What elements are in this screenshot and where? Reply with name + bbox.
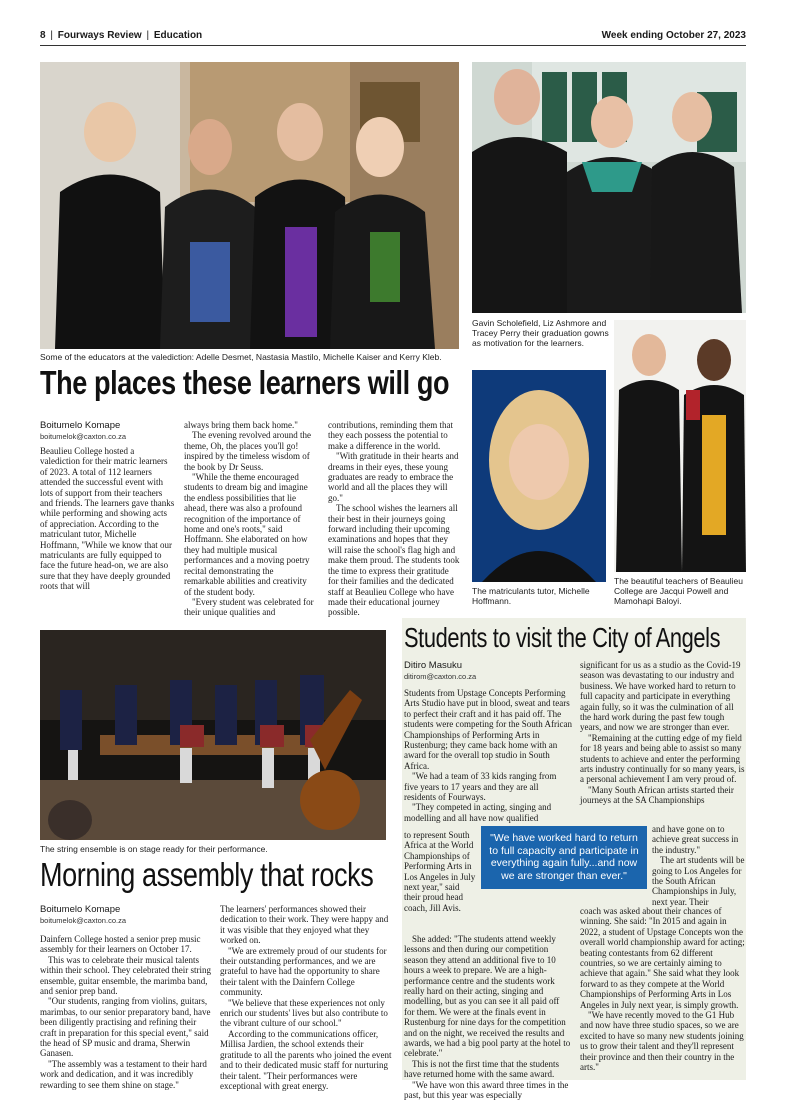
story1-column-3 <box>328 420 460 618</box>
page-number: 8 <box>40 30 46 41</box>
paragraph: "We are extremely proud of our students for their outstanding performances, and we are grateful to have had the opportunity to share their talent with the Dainfern College community. <box>220 945 387 998</box>
paragraph: Students from Upstage Concepts Performing Arts Studio have put in blood, sweat and tears to perfect their craft and it has paid off. The students were competing for the South African Championships of Performing Arts in Rustenburg; they came back home with an award for the overall top studio in South Africa. <box>404 688 572 771</box>
paragraph: Beaulieu College hosted a valediction for their matric learners of 2023. A total of 112 learners attended the successful event with lots of support from their teachers and friends. The learners gave thanks while performing and showing acts of appreciation. According to the matriculant tutor, Michelle Hoffmann, "While we know that our matriculants are fully equipped to face the future head-on, we are also sure that they have deeply grounded roots that will <box>40 446 175 592</box>
story2-column-1 <box>40 934 212 1090</box>
paragraph: "The assembly was a testament to their hard work and dedication, and it was incredibly rewarding to see them shine on stage." <box>40 1058 207 1090</box>
pull-quote: "We have worked hard to return to full capacity and participate in everything again fully...and now we are stronger than ever." <box>481 826 647 889</box>
paragraph: "Our students, ranging from violins, guitars, marimbas, to our senior preparatory band, have been diligently practising and refining their craft in preparation for this special event," said the head of SP music and drama, Sherwin Ganasen. <box>40 996 211 1059</box>
story3-column-1a <box>404 688 572 823</box>
story2-column-2 <box>220 904 392 1091</box>
paragraph: Dainfern College hosted a senior prep music assembly for their learners on October 17. <box>40 934 201 955</box>
paragraph: "We had a team of 33 kids ranging from five years to 17 years and they are all residents of Fourways. <box>404 771 557 803</box>
caption-string-ensemble: The string ensemble is on stage ready for their performance. <box>40 844 268 854</box>
paragraph: "Every student was celebrated for their unique qualities and <box>184 596 314 618</box>
story1-column-2 <box>184 420 314 618</box>
header-separator: | <box>50 30 53 41</box>
paragraph: contributions, reminding them that they each possess the potential to make a difference in the world. <box>328 420 453 451</box>
paragraph: She added: "The students attend weekly lessons and then during our competition season they attend an additional five to 10 hours a week to prepare. We are a high-performance centre and the students work really hard on their acting, singing and modelling, but as you can see it all paid off for them. We were at the finals event in Rustenburg for nine days for the competition and on the night, we received the results and awards, we had a big pool party at the hotel to celebrate." <box>404 934 571 1059</box>
caption-teachers: The beautiful teachers of Beaulieu College are Jacqui Powell and Mamohapi Baloyi. <box>614 576 744 606</box>
paragraph: "They competed in acting, singing and modelling and all have now qualified <box>404 802 552 823</box>
paragraph: and have gone on to achieve great success in the industry." <box>652 824 739 855</box>
email-story1: boitumelok@caxton.co.za <box>40 432 126 441</box>
paragraph: The school wishes the learners all their best in their journeys going forward including their upcoming examinations and hopes that they will raise the school's flag high and make them proud. The students took the time to express their gratitude for their families and the dedicated staff at Beaulieu College who have made their educational journey possible. <box>328 503 460 618</box>
publication-name: Fourways Review <box>57 30 142 41</box>
story3-column-1c <box>404 934 572 1101</box>
email-story2: boitumelok@caxton.co.za <box>40 916 126 925</box>
paragraph: "Many South African artists started their journeys at the SA Championships <box>580 784 734 806</box>
byline-story3: Ditiro Masuku <box>404 660 463 671</box>
paragraph: According to the communications officer, Millisa Jardien, the school extends their gratitude to all the parents who joined the event and to their dedicated music staff for nurturing their talent. "Their performances were exceptional with great energy. <box>220 1028 392 1091</box>
paragraph: The evening revolved around the theme, Oh, the places you'll go! inspired by the timeless wisdom of the book by Dr Seuss. <box>184 430 311 472</box>
story3-column-2c <box>580 906 746 1073</box>
paragraph: The art students will be going to Los Angeles for the South African Championships in July, next year. Their <box>652 855 745 907</box>
headline-city-of-angels: Students to visit the City of Angels <box>404 622 721 653</box>
email-story3: ditirom@caxton.co.za <box>404 672 477 681</box>
headline-places-learners: The places these learners will go <box>40 364 450 401</box>
page-header <box>40 30 746 46</box>
section-name: Education <box>153 30 203 41</box>
paragraph: This was to celebrate their musical talents within their school. They celebrated their string ensemble, guitar ensemble, the marimba band, and senior prep band. <box>40 954 212 997</box>
byline-story2: Boitumelo Komape <box>40 904 121 915</box>
story3-column-1b <box>404 830 478 913</box>
story1-column-1 <box>40 446 175 592</box>
paragraph: The learners' performances showed their dedication to their work. They were happy and it was visible that they enjoyed what they worked on. <box>220 904 389 946</box>
header-separator: | <box>146 30 150 41</box>
paragraph: always bring them back home." <box>184 420 298 430</box>
photo-string-ensemble <box>40 630 386 840</box>
paragraph: "While the theme encouraged students to dream big and imagine the endless possibilities that lie ahead, there was also a profound recognition of the importance of home and one's roots," said Hoffmann. She elaborated on how they had multiple musical performances and a moving poetry recital demonstrating the remarkable abilities and creativity of the student body. <box>184 472 310 597</box>
paragraph: "Remaining at the cutting edge of my field for 18 years and being able to assist so many students to achieve and enter the performing arts industry continually for so many years, is a personal achievement I am very proud of. <box>580 732 745 785</box>
issue-date: Week ending October 27, 2023 <box>601 30 746 41</box>
paragraph: "With gratitude in their hearts and dreams in their eyes, these young graduates are ready to embrace the world and all the places they will go." <box>328 451 459 503</box>
paragraph: "We have recently moved to the G1 Hub and now have three studio spaces, so we are excited to have so many new students joining us to grow their talent and they'll represent their province and then their country in the arts." <box>580 1010 744 1073</box>
story3-column-2b <box>652 824 746 907</box>
story3-column-2a <box>580 660 746 806</box>
photo-teachers <box>614 320 746 572</box>
paragraph: to represent South Africa at the World Championships of Performing Arts in Los Angeles in July next year," said their proud head coach, Jill Avis. <box>404 830 476 913</box>
byline-story1: Boitumelo Komape <box>40 420 121 431</box>
paragraph: "We believe that these experiences not only enrich our students' lives but also contribute to the vibrant culture of our school." <box>220 997 388 1029</box>
paragraph: significant for us as a studio as the Covid-19 season was devastating to our industry and business. We have worked hard to return to full capacity and participate in everything again fully, so it was the culmination of all the hard work during the past few tough years, and now we are stronger than ever. <box>580 660 741 733</box>
header-left <box>40 30 202 41</box>
caption-educators: Some of the educators at the valediction: Adelle Desmet, Nastasia Mastilo, Michelle Kaiser and Kerry Kleb. <box>40 352 442 362</box>
paragraph: "We have won this award three times in the past, but this year was especially <box>404 1079 569 1101</box>
paragraph: This is not the first time that the students have returned home with the same award. <box>404 1058 559 1080</box>
photo-tutor <box>472 370 606 582</box>
caption-staff-gowns: Gavin Scholefield, Liz Ashmore and Tracey Perry their graduation gowns as motivation for the learners. <box>472 318 609 348</box>
photo-staff-gowns <box>472 62 746 313</box>
photo-educators <box>40 62 459 349</box>
caption-tutor: The matriculants tutor, Michelle Hoffmann. <box>472 586 590 606</box>
headline-morning-assembly: Morning assembly that rocks <box>40 856 374 893</box>
paragraph: coach was asked about their chances of winning. She said: "In 2015 and again in 2022, a student of Upstage Concepts won the overall world championship award for acting; beating contestants from 62 different countries, so we are certainly aiming to achieve that again." She said what they look forward to as they compete at the World Championships of Performing Arts in Los Angeles in July next year, is simply growth. <box>580 906 745 1010</box>
